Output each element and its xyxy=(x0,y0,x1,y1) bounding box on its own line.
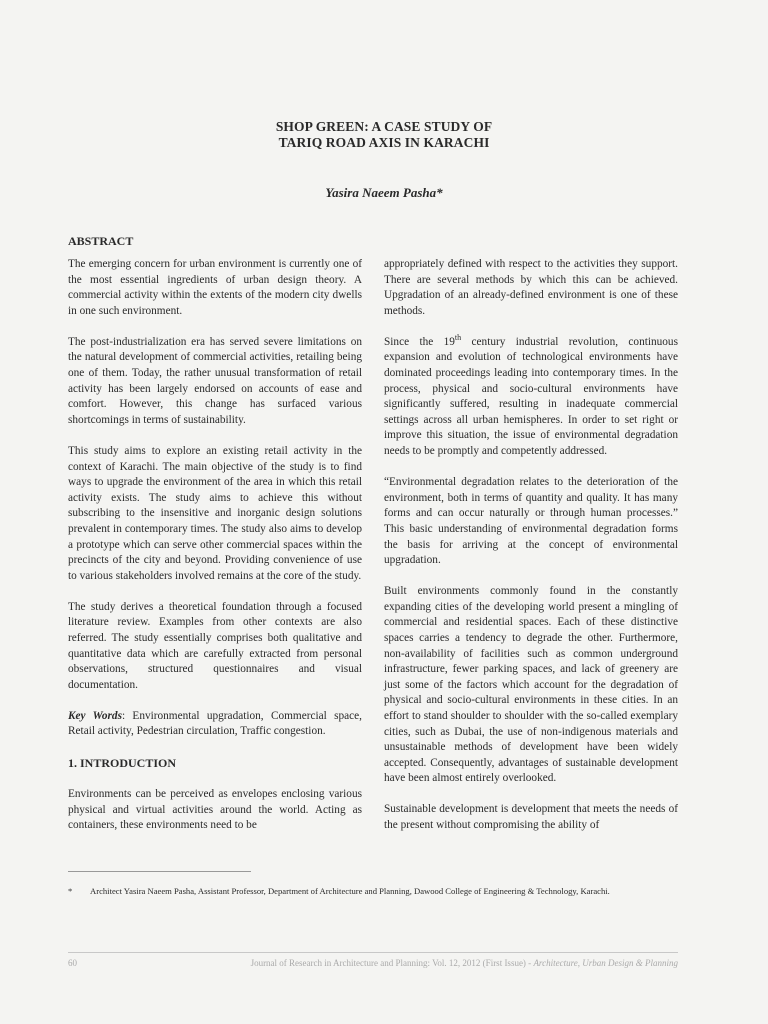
superscript-th: th xyxy=(454,333,462,343)
footnote-mark: * xyxy=(68,886,73,896)
footer-divider xyxy=(68,952,678,953)
keywords xyxy=(68,709,362,740)
page-number: 60 xyxy=(68,958,77,968)
abstract-paragraph-4: The study derives a theoretical foundation through a focused literature review. Examples from other contexts are also referred. The study essentially comprises both qualitative and quantitative data which are carefully extracted from personal observations, structured questionnaires and visual documentation. xyxy=(68,600,362,691)
author-name: Yasira Naeem Pasha* xyxy=(325,185,443,200)
footnote-divider xyxy=(68,871,251,872)
journal-footer xyxy=(251,958,678,968)
paper-title xyxy=(0,119,768,151)
paragraph-2-rest: century industrial revolution, continuous expansion and evolution of technological environments have dominated proceedings leading into contemporary times. In the process, physical and socio-cultural environments have significantly suffered, resulting in inadequate commercial settings across all urban hemispheres. In order to set right or improve this situation, the issue of environmental degradation needs to be promptly and competently addressed. xyxy=(384,335,678,458)
journal-section: Architecture, Urban Design & Planning xyxy=(533,958,678,968)
body-paragraph-5: Sustainable development is development that meets the needs of the present without compromising the ability of xyxy=(384,803,678,831)
abstract-paragraph-2: The post-industrialization era has served severe limitations on the natural development of commercial activities, retailing being one of them. Today, the rather unusual transformation of retail activity has been largely endorsed on accounts of ease and comfort. However, this change has surfaced various shortcomings in terms of sustainability. xyxy=(68,335,362,426)
right-column xyxy=(384,257,678,849)
journal-name: Journal of Research in Architecture and Planning: Vol. 12, 2012 (First Issue) - xyxy=(250,958,534,968)
left-column xyxy=(68,257,362,849)
body-paragraph-4: Built environments commonly found in the constantly expanding cities of the developing world present a mingling of commercial and residential spaces. Each of these distinctive spaces carries a tendency to degrade the other. Furthermore, non-availability of facilities such as common underground infrastructure, fewer parking spaces, and lack of greenery are just some of the factors which account for the degradation of physical and socio-cultural environments in these cities. In an effort to stand shoulder to shoulder with the so-called exemplary cities, such as Dubai, the use of non-indigenous materials and unsustainable methods of development have been widely accepted. Consequently, advantages of sustainable development have been almost entirely overlooked. xyxy=(384,585,678,785)
introduction-heading: 1. INTRODUCTION xyxy=(68,755,177,770)
keywords-label: Key Words xyxy=(68,709,122,722)
abstract-paragraph-1: The emerging concern for urban environment is currently one of the most essential ingredients of urban design theory. A commercial activity within the extents of the modern city dwells in one such environment. xyxy=(68,258,362,317)
keywords-text: : Environmental upgradation, Commercial space, Retail activity, Pedestrian circulation, Traffic congestion. xyxy=(68,709,362,738)
body-paragraph-1: appropriately defined with respect to the activities they support. There are several methods by which this can be achieved. Upgradation of an already-defined environment is one of these methods. xyxy=(384,258,678,317)
paragraph-2-start: Since the 19 xyxy=(384,335,455,348)
body-paragraph-2 xyxy=(384,335,678,460)
title-line-1: SHOP GREEN: A CASE STUDY OF xyxy=(275,119,493,134)
introduction-paragraph: Environments can be perceived as envelopes enclosing various physical and virtual activities around the world. Acting as containers, these environments need to be xyxy=(68,788,362,832)
abstract-heading: ABSTRACT xyxy=(68,234,134,248)
footnote-text: Architect Yasira Naeem Pasha, Assistant Professor, Department of Architecture and Planning, Dawood College of Engineering & Technology, Karachi. xyxy=(90,886,610,896)
body-paragraph-3: “Environmental degradation relates to the deterioration of the environment, both in terms of quantity and quality. It has many forms and can occur naturally or through human processes.” This basic understanding of environmental degradation forms the basis for arriving at the concept of environmental upgradation. xyxy=(384,476,678,567)
title-line-2: TARIQ ROAD AXIS IN KARACHI xyxy=(278,135,490,150)
abstract-paragraph-3: This study aims to explore an existing retail activity in the context of Karachi. The main objective of the study is to find ways to upgrade the environment of the area in which this retail activity exists. The study aims to achieve this without subscribing to the insensitive and inorganic design solutions prevalent in contemporary times. The study also aims to develop a prototype which can serve other commercial spaces within the precincts of the city and beyond. Providing convenience of use to various stakeholders involved remains at the core of the study. xyxy=(68,444,362,582)
